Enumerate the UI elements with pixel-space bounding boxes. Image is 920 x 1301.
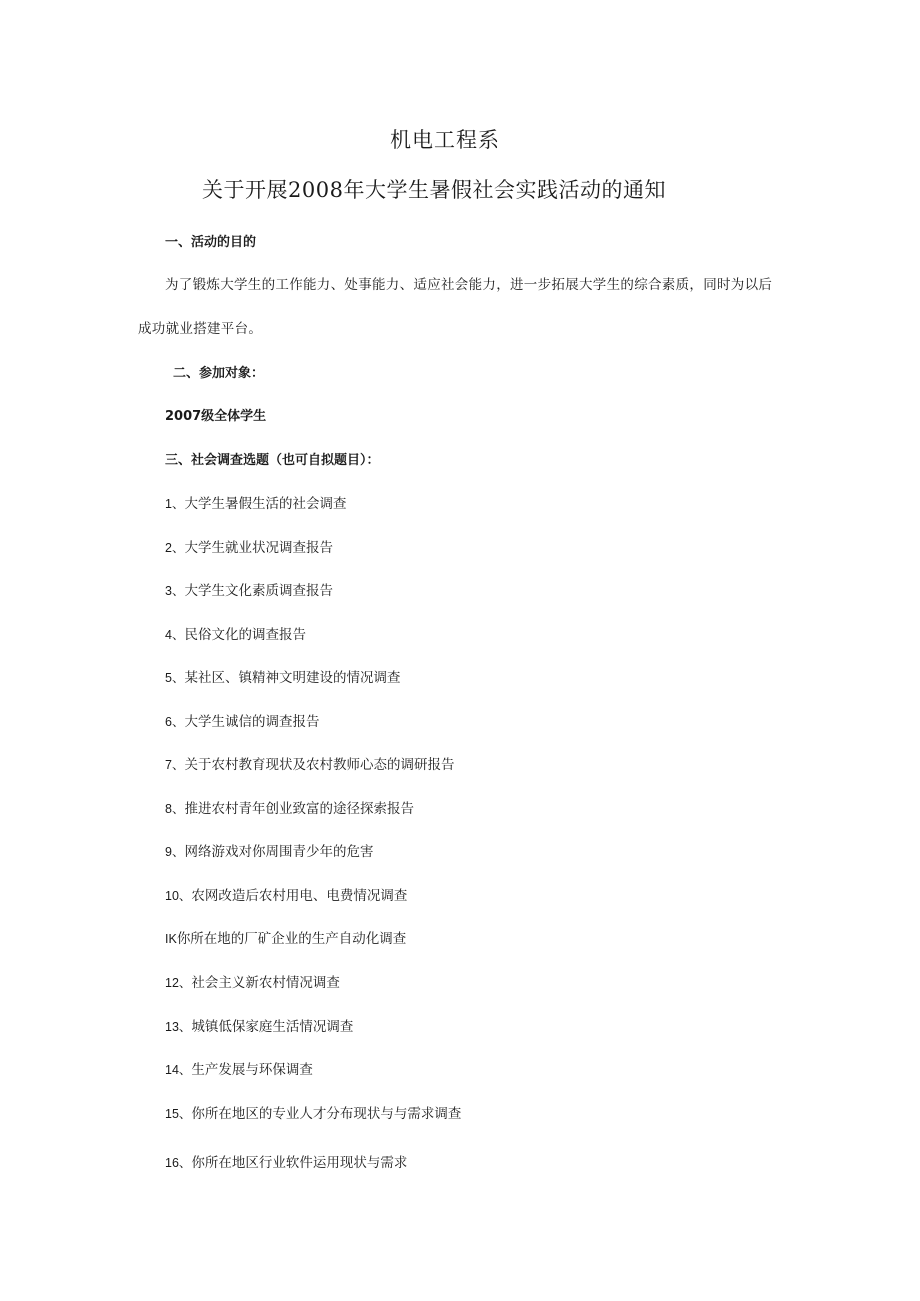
topic-text: 大学生就业状况调查报告 — [184, 540, 333, 556]
topic-item — [165, 579, 333, 599]
purpose-paragraph-line-2: 成功就业搭建平台。 — [138, 321, 263, 337]
topic-number: IK — [165, 932, 177, 946]
topic-text: 关于农村教育现状及农村教师心态的调研报告 — [184, 757, 455, 773]
topic-number: 16、 — [165, 1156, 192, 1170]
topic-text: 大学生诚信的调查报告 — [184, 714, 320, 730]
topic-item — [165, 1058, 313, 1078]
topic-text: 网络游戏对你周围青少年的危害 — [184, 844, 374, 860]
topic-item — [165, 1151, 407, 1171]
topic-text: 大学生暑假生活的社会调查 — [184, 496, 347, 512]
section-2-heading: 二、参加对象： — [173, 366, 265, 381]
topic-number: 7、 — [165, 758, 185, 772]
topic-item — [165, 840, 373, 860]
topic-item — [165, 1015, 353, 1035]
topic-number: 14、 — [165, 1063, 192, 1077]
topic-text: 某社区、镇精神文明建设的情况调查 — [184, 670, 401, 686]
topic-text: 大学生文化素质调查报告 — [184, 583, 333, 599]
notice-title: 关于开展2008年大学生暑假社会实践活动的通知 — [202, 178, 666, 202]
topic-number: 3、 — [165, 584, 185, 598]
topic-number: 12、 — [165, 976, 192, 990]
participants-value: 2007级全体学生 — [165, 409, 267, 424]
topic-item — [165, 492, 346, 512]
topic-item — [165, 971, 340, 991]
topic-number: 6、 — [165, 715, 185, 729]
topic-number: 2、 — [165, 541, 185, 555]
topic-text: 生产发展与环保调查 — [191, 1062, 313, 1078]
topic-item — [165, 884, 407, 904]
topic-number: 15、 — [165, 1107, 192, 1121]
topic-text: 民俗文化的调查报告 — [184, 627, 306, 643]
topic-text: 你所在地区行业软件运用现状与需求 — [191, 1155, 408, 1171]
section-1-heading: 一、活动的目的 — [165, 235, 257, 250]
section-3-heading: 三、社会调查选题（也可自拟题目）： — [165, 453, 380, 468]
topic-text: 城镇低保家庭生活情况调查 — [191, 1019, 354, 1035]
topic-text: 推进农村青年创业致富的途径探索报告 — [184, 801, 414, 817]
topic-number: 10、 — [165, 889, 192, 903]
topic-number: 1、 — [165, 497, 185, 511]
topic-item — [165, 710, 319, 730]
topic-text: 你所在地的厂矿企业的生产自动化调查 — [176, 931, 407, 947]
topic-number: 4、 — [165, 628, 185, 642]
topic-number: 9、 — [165, 845, 185, 859]
topic-number: 8、 — [165, 802, 185, 816]
topic-item — [165, 623, 306, 643]
topic-number: 13、 — [165, 1020, 192, 1034]
topic-item — [165, 536, 333, 556]
topic-text: 社会主义新农村情况调查 — [191, 975, 340, 991]
topic-text: 农网改造后农村用电、电费情况调查 — [191, 888, 408, 904]
department-title: 机电工程系 — [390, 128, 500, 152]
topic-item — [165, 1102, 461, 1122]
topic-number: 5、 — [165, 671, 185, 685]
topic-item — [165, 666, 400, 686]
topic-item — [165, 753, 454, 773]
topic-item — [165, 927, 406, 947]
topic-text: 你所在地区的专业人才分布现状与与需求调查 — [191, 1106, 462, 1122]
purpose-paragraph-line-1: 为了锻炼大学生的工作能力、处事能力、适应社会能力，进一步拓展大学生的综合素质，同时为以后 — [165, 277, 773, 293]
topic-item — [165, 797, 414, 817]
